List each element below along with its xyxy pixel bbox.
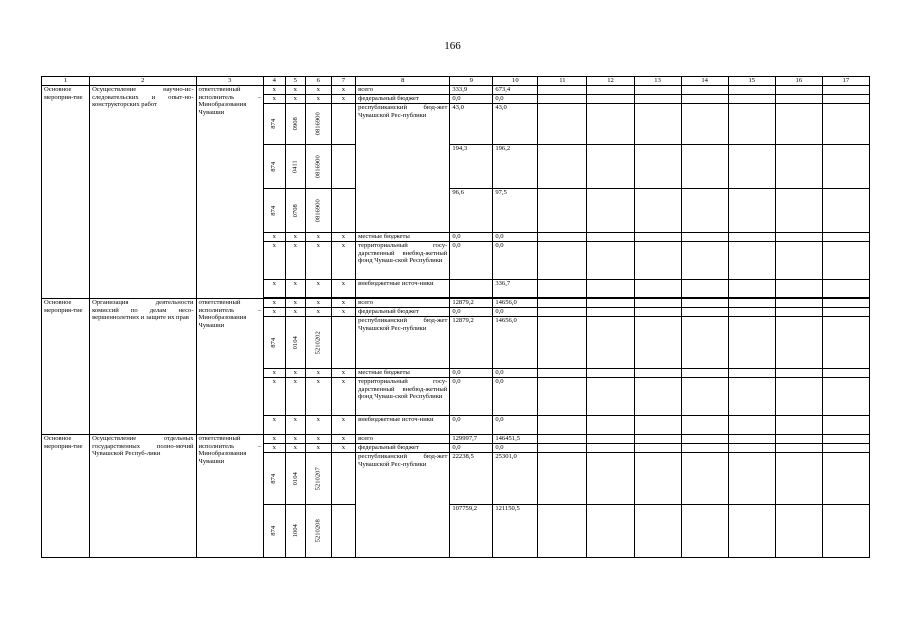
csr-cell: x xyxy=(306,242,332,280)
value-cell: 14656,0 xyxy=(493,299,538,308)
col-header: 11 xyxy=(538,77,587,86)
vr-cell: x xyxy=(331,86,356,95)
csr-cell: x xyxy=(306,233,332,242)
value-cell: 121150,5 xyxy=(493,505,538,558)
vr-cell: x xyxy=(331,242,356,280)
source-label: внебюджетные источ-ники xyxy=(356,416,450,435)
value-cell: 96,6 xyxy=(450,189,493,233)
value-cell: 14656,0 xyxy=(493,317,538,369)
source-label: республиканский бюд-жет Чувашской Рес-публики xyxy=(356,104,450,233)
col-header: 16 xyxy=(775,77,822,86)
grbs-cell: x xyxy=(264,308,285,317)
value-cell: 0,0 xyxy=(450,242,493,280)
vr-cell: x xyxy=(331,95,356,104)
vr-cell: x xyxy=(331,308,356,317)
rz-cell: x xyxy=(285,435,305,444)
value-cell: 0,0 xyxy=(450,416,493,435)
csr-cell: x xyxy=(306,378,332,416)
csr-cell: x xyxy=(306,435,332,444)
value-cell: 0,0 xyxy=(493,369,538,378)
vr-cell: x xyxy=(331,299,356,308)
grbs-code: 874 xyxy=(270,161,278,172)
value-cell: 146451,5 xyxy=(493,435,538,444)
grbs-code: 874 xyxy=(270,205,278,216)
csr-cell: x xyxy=(306,369,332,378)
activity-name: Осуществление отдельных государственных полно-мочий Чувашской Респуб-лики xyxy=(90,435,196,558)
value-cell: 0,0 xyxy=(450,95,493,104)
col-header: 2 xyxy=(90,77,196,86)
rz-cell: x xyxy=(285,242,305,280)
value-cell: 333,9 xyxy=(450,86,493,95)
source-label: территориальный госу-дарственный внебюд-жетный фонд Чуваш-ской Республики xyxy=(356,378,450,416)
value-cell: 12879,2 xyxy=(450,299,493,308)
grbs-cell: x xyxy=(264,369,285,378)
col-header: 6 xyxy=(306,77,332,86)
csr-cell: x xyxy=(306,95,332,104)
value-cell: 97,5 xyxy=(493,189,538,233)
vr-cell: x xyxy=(331,369,356,378)
grbs-cell: x xyxy=(264,233,285,242)
csr-cell: x xyxy=(306,86,332,95)
rz-cell: x xyxy=(285,299,305,308)
activity-name: Осуществление научно-ис-следовательских и опыт-но-конструкторских работ xyxy=(90,86,196,299)
source-label: федеральный бюджет xyxy=(356,95,450,104)
grbs-code: 874 xyxy=(270,337,278,348)
col-header: 5 xyxy=(285,77,305,86)
source-label: внебюджетные источ-ники xyxy=(356,280,450,298)
csr-cell: x xyxy=(306,444,332,453)
csr-code: 5210202 xyxy=(314,330,322,355)
value-cell: 0,0 xyxy=(493,416,538,435)
rz-code: 0411 xyxy=(291,160,299,173)
rz-cell: x xyxy=(285,280,305,298)
grbs-cell: x xyxy=(264,242,285,280)
table-row xyxy=(42,299,870,308)
col-header: 7 xyxy=(331,77,356,86)
value-cell: 25301,0 xyxy=(493,453,538,505)
rz-code: 0104 xyxy=(291,471,299,486)
rz-cell: x xyxy=(285,444,305,453)
value-cell: 196,2 xyxy=(493,145,538,189)
csr-cell: x xyxy=(306,280,332,298)
value-cell: 0,0 xyxy=(450,444,493,453)
value-cell: 0,0 xyxy=(450,308,493,317)
vr-cell: x xyxy=(331,233,356,242)
table-row xyxy=(42,435,870,444)
value-cell: 0,0 xyxy=(493,444,538,453)
grbs-cell: x xyxy=(264,378,285,416)
rz-code: 0908 xyxy=(291,117,299,131)
table-row xyxy=(42,86,870,95)
grbs-code: 874 xyxy=(270,473,278,484)
grbs-cell: x xyxy=(264,435,285,444)
source-label: территориальный госу-дарственный внебюд-жетный фонд Чуваш-ской Республики xyxy=(356,242,450,280)
grbs-cell: x xyxy=(264,416,285,435)
value-cell: 22238,5 xyxy=(450,453,493,505)
value-cell: 0,0 xyxy=(493,308,538,317)
source-label: местные бюджеты xyxy=(356,233,450,242)
rz-cell: x xyxy=(285,233,305,242)
source-label: всего xyxy=(356,86,450,95)
grbs-cell: x xyxy=(264,444,285,453)
value-cell: 0,0 xyxy=(493,95,538,104)
value-cell: 194,3 xyxy=(450,145,493,189)
page-number: 166 xyxy=(444,40,461,52)
col-header: 17 xyxy=(822,77,869,86)
csr-code: 0816900 xyxy=(314,154,322,179)
rz-cell: x xyxy=(285,308,305,317)
value-cell: 673,4 xyxy=(493,86,538,95)
rz-cell: x xyxy=(285,369,305,378)
grbs-cell: x xyxy=(264,280,285,298)
col-header: 8 xyxy=(356,77,450,86)
col-header: 15 xyxy=(728,77,775,86)
value-cell: 107759,2 xyxy=(450,505,493,558)
csr-code: 5210208 xyxy=(314,519,322,543)
csr-cell: x xyxy=(306,308,332,317)
rz-code: 0104 xyxy=(291,335,299,350)
vr-cell: x xyxy=(331,444,356,453)
grbs-code: 874 xyxy=(270,526,278,536)
value-cell: 0,0 xyxy=(493,242,538,280)
col-header: 1 xyxy=(42,77,90,86)
value-cell: 129997,7 xyxy=(450,435,493,444)
responsible-executor: ответственный исполнитель – Минобразования Чувашии xyxy=(196,435,264,558)
rz-cell: x xyxy=(285,378,305,416)
source-label: федеральный бюджет xyxy=(356,444,450,453)
source-label: всего xyxy=(356,299,450,308)
vr-cell: x xyxy=(331,435,356,444)
value-cell xyxy=(450,280,493,298)
col-header: 10 xyxy=(493,77,538,86)
col-header: 9 xyxy=(450,77,493,86)
csr-code: 0816900 xyxy=(314,112,322,136)
col-header: 14 xyxy=(681,77,728,86)
responsible-executor: ответственный исполнитель – Минобразования Чувашии xyxy=(196,86,264,299)
csr-code: 0816900 xyxy=(314,198,322,223)
activity-type: Основное мероприя-тие xyxy=(42,299,90,435)
vr-cell: x xyxy=(331,416,356,435)
rz-cell: x xyxy=(285,416,305,435)
csr-cell: x xyxy=(306,299,332,308)
header-row xyxy=(42,77,870,86)
vr-cell: x xyxy=(331,280,356,298)
value-cell: 12879,2 xyxy=(450,317,493,369)
value-cell: 43,0 xyxy=(493,104,538,145)
source-label: всего xyxy=(356,435,450,444)
rz-code: 0708 xyxy=(291,203,299,218)
value-cell: 0,0 xyxy=(493,378,538,416)
col-header: 13 xyxy=(634,77,681,86)
grbs-cell: x xyxy=(264,86,285,95)
col-header: 3 xyxy=(196,77,264,86)
source-label: федеральный бюджет xyxy=(356,308,450,317)
rz-cell: x xyxy=(285,95,305,104)
col-header: 12 xyxy=(587,77,634,86)
activity-name: Организация деятельности комиссий по делам несо-вершеннолетних и защите их прав xyxy=(90,299,196,435)
activity-type: Основное мероприя-тие xyxy=(42,86,90,299)
grbs-cell: x xyxy=(264,299,285,308)
activity-type: Основное мероприя-тие xyxy=(42,435,90,558)
budget-table xyxy=(41,76,870,558)
col-header: 4 xyxy=(264,77,285,86)
value-cell: 43,0 xyxy=(450,104,493,145)
vr-cell: x xyxy=(331,378,356,416)
rz-code: 1004 xyxy=(291,524,299,538)
responsible-executor: ответственный исполнитель – Минобразования Чувашии xyxy=(196,299,264,435)
source-label: республиканский бюд-жет Чувашской Рес-публики xyxy=(356,317,450,369)
value-cell: 336,7 xyxy=(493,280,538,298)
grbs-cell: x xyxy=(264,95,285,104)
rz-cell: x xyxy=(285,86,305,95)
csr-cell: x xyxy=(306,416,332,435)
value-cell: 0,0 xyxy=(493,233,538,242)
value-cell: 0,0 xyxy=(450,369,493,378)
source-label: республиканский бюд-жет Чувашской Рес-публики xyxy=(356,453,450,558)
value-cell: 0,0 xyxy=(450,378,493,416)
csr-code: 5210207 xyxy=(314,466,322,491)
grbs-code: 874 xyxy=(270,119,278,129)
value-cell: 0,0 xyxy=(450,233,493,242)
source-label: местные бюджеты xyxy=(356,369,450,378)
